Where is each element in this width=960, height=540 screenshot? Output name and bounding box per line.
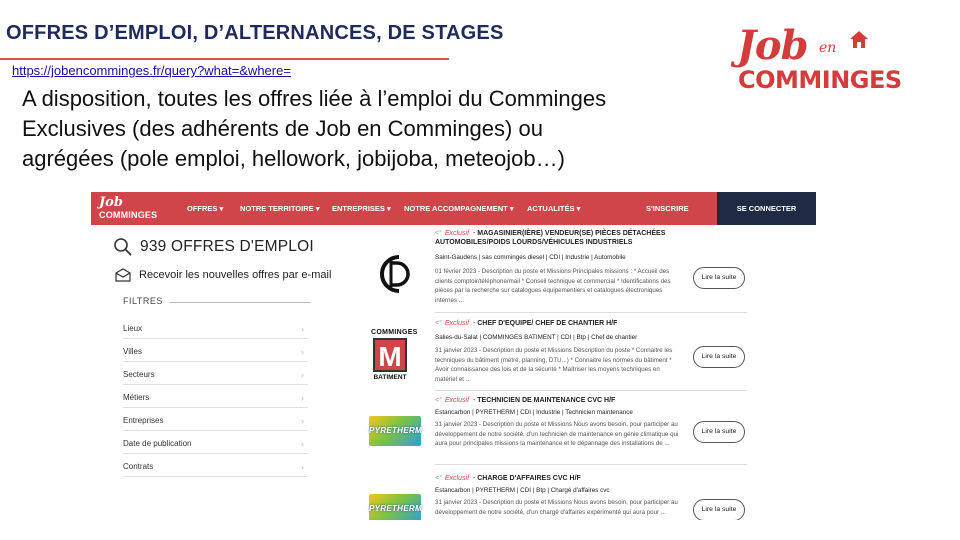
exclusive-tag: Exclusif	[444, 320, 470, 327]
search-icon	[113, 237, 133, 257]
filter-label: Lieux	[123, 324, 143, 333]
logo-job-text: Job	[737, 22, 808, 69]
exclusive-tag: Exclusif	[444, 397, 470, 404]
bullet-line: Exclusives (des adhérents de Job en Comminges) ou	[22, 116, 543, 141]
exclusive-tag: Exclusif	[444, 230, 470, 237]
filter-lieux[interactable]	[123, 316, 308, 339]
job-title: CHARGE D'AFFAIRES CVC H/F	[477, 475, 581, 482]
share-icon[interactable]: <°	[435, 475, 442, 482]
job-title: MAGASINIER(IÈRE) VENDEUR(SE) PIÈCES DÉTACHÉES AUTOMOBILES/POIDS LOURDS/VÉHICULES INDUSTRIELS	[435, 230, 666, 246]
read-more-button[interactable]: Lire la suite	[693, 499, 745, 520]
site-link[interactable]: https://jobencomminges.fr/query?what=&where=	[12, 63, 291, 78]
offer-card	[369, 474, 747, 520]
offer-meta: Saint-Gaudens | sas comminges diesel | CDI | Industrie | Automobile	[435, 254, 626, 261]
logo-m-mark: M	[373, 338, 407, 372]
chevron-right-icon: ›	[301, 461, 304, 472]
offer-card	[369, 319, 747, 389]
filter-label: Entreprises	[123, 416, 164, 425]
filter-date[interactable]	[123, 431, 308, 454]
share-icon[interactable]: <°	[435, 320, 442, 327]
chevron-right-icon: ›	[301, 392, 304, 403]
offer-divider	[435, 464, 747, 465]
email-alert-link[interactable]	[115, 268, 331, 282]
email-alert-text: Recevoir les nouvelles offres par e-mail	[139, 269, 332, 281]
pyretherm-logo	[369, 416, 421, 446]
pyretherm-logo-text: PYRETHERM	[369, 426, 422, 435]
logo-bottom-text: BATIMENT	[373, 374, 407, 381]
filters-divider	[169, 302, 311, 303]
bullet-line: A disposition, toutes les offres liée à l’emploi du Comminges	[22, 86, 607, 111]
site-navbar	[91, 192, 816, 225]
offer-meta: Estancarbon | PYRETHERM | CDI | Industrie | Technicien maintenance	[435, 409, 633, 416]
nav-territoire[interactable]: NOTRE TERRITOIRE ▾	[240, 204, 320, 213]
offer-description: 31 janvier 2023 - Description du poste et Missions Description du poste * Connaitre les techniques du bâtiment (métré, planning, DTU...) * Connaitre les normes du bâtiment * Avoir connaissance des lois et de la sécurité * Maîtriser les moyens techniques en matériel et ...	[435, 347, 673, 383]
comminges-batiment-logo	[371, 329, 418, 381]
filter-metiers[interactable]	[123, 385, 308, 408]
nav-offres[interactable]: OFFRES ▾	[187, 204, 224, 213]
offer-title[interactable]: <° Exclusif - CHARGE D'AFFAIRES CVC H/F	[435, 475, 581, 482]
filter-secteurs[interactable]	[123, 362, 308, 385]
offer-description: 31 janvier 2023 - Description du poste et Missions Nous avons besoin, pour participer au développement de notre société, d'un technicien de maintenance en génie climatique qui aura pour principales missions la maintenance et le dépannage des installations de ...	[435, 421, 679, 447]
job-title: CHEF D'EQUIPE/ CHEF DE CHANTIER H/F	[477, 320, 618, 327]
exclusive-tag: Exclusif	[444, 475, 470, 482]
website-screenshot	[91, 192, 816, 520]
offer-description: 01 février 2023 - Description du poste et Missions Principales missions : * Accueil des clients comptoir/téléphone/mail * Conseil technique et commercial * Identifications des pièces par la recherche sur catalogues équipementiers et catalogues électroniques internes ...	[435, 268, 671, 304]
filter-list	[123, 316, 308, 477]
chevron-right-icon: ›	[301, 415, 304, 426]
filter-label: Date de publication	[123, 439, 192, 448]
offer-title[interactable]: <° Exclusif - TECHNICIEN DE MAINTENANCE CVC H/F	[435, 397, 616, 404]
envelope-icon	[115, 268, 131, 282]
chevron-right-icon: ›	[301, 323, 304, 334]
offer-title[interactable]: <° Exclusif - MAGASINIER(IÈRE) VENDEUR(SE) PIÈCES DÉTACHÉES AUTOMOBILES/POIDS LOURDS/VÉHICULES INDUSTRIELS	[435, 230, 666, 246]
offer-meta: Salies-du-Salat | COMMINGES BATIMENT | CDI | Btp | Chef de chantier	[435, 334, 638, 341]
filter-label: Secteurs	[123, 370, 155, 379]
logo-top-text: COMMINGES	[371, 329, 418, 336]
filter-villes[interactable]	[123, 339, 308, 362]
site-logo[interactable]	[97, 195, 167, 223]
nav-entreprises[interactable]: ENTREPRISES ▾	[332, 204, 391, 213]
job-en-comminges-logo	[735, 20, 940, 100]
nav-actualites[interactable]: ACTUALITÉS ▾	[527, 204, 581, 213]
read-more-button[interactable]: Lire la suite	[693, 267, 745, 289]
filters-heading: FILTRES	[123, 296, 163, 306]
chevron-right-icon: ›	[301, 369, 304, 380]
pyretherm-logo	[369, 494, 421, 520]
house-icon	[848, 28, 870, 50]
filter-label: Métiers	[123, 393, 150, 402]
nav-accompagnement[interactable]: NOTRE ACCOMPAGNEMENT ▾	[404, 204, 514, 213]
filter-label: Contrats	[123, 462, 154, 471]
offer-count: 939 OFFRES D'EMPLOI	[140, 238, 314, 255]
chevron-right-icon: ›	[301, 346, 304, 357]
nav-inscrire[interactable]: S'INSCRIRE	[646, 204, 689, 213]
offer-description: 31 janvier 2023 - Description du poste et Missions Nous avons besoin, pour participer au développement de notre société, d'un chargé d'affaires expérimenté qui aura pour ...	[435, 499, 678, 516]
filter-entreprises[interactable]	[123, 408, 308, 431]
login-button[interactable]: SE CONNECTER	[717, 192, 816, 225]
chevron-right-icon: ›	[301, 438, 304, 449]
site-logo-job: Job	[99, 195, 123, 210]
offer-card	[369, 396, 747, 466]
offer-count-row	[113, 237, 314, 257]
filter-label: Villes	[123, 347, 142, 356]
read-more-button[interactable]: Lire la suite	[693, 421, 745, 443]
bullet-line: agrégées (pole emploi, hellowork, jobijoba, meteojob…)	[22, 146, 565, 171]
slide-title: OFFRES D’EMPLOI, D’ALTERNANCES, DE STAGES	[6, 22, 504, 44]
offer-divider	[435, 312, 747, 313]
filter-contrats[interactable]	[123, 454, 308, 477]
title-underline	[0, 58, 449, 60]
job-title: TECHNICIEN DE MAINTENANCE CVC H/F	[477, 397, 616, 404]
site-logo-comminges: COMMINGES	[99, 210, 158, 220]
logo-comminges-text: COMMINGES	[738, 66, 902, 94]
share-icon[interactable]: <°	[435, 230, 442, 237]
pyretherm-logo-text: PYRETHERM	[369, 504, 422, 513]
offer-card	[369, 229, 747, 309]
comminges-diesel-logo	[369, 249, 419, 299]
offer-divider	[435, 390, 747, 391]
offer-title[interactable]: <° Exclusif - CHEF D'EQUIPE/ CHEF DE CHANTIER H/F	[435, 320, 618, 327]
share-icon[interactable]: <°	[435, 397, 442, 404]
read-more-button[interactable]: Lire la suite	[693, 346, 745, 368]
bullet-text	[22, 84, 606, 174]
offer-meta: Estancarbon | PYRETHERM | CDI | Btp | Chargé d'affaires cvc	[435, 487, 610, 494]
logo-en-text: en	[819, 40, 837, 56]
